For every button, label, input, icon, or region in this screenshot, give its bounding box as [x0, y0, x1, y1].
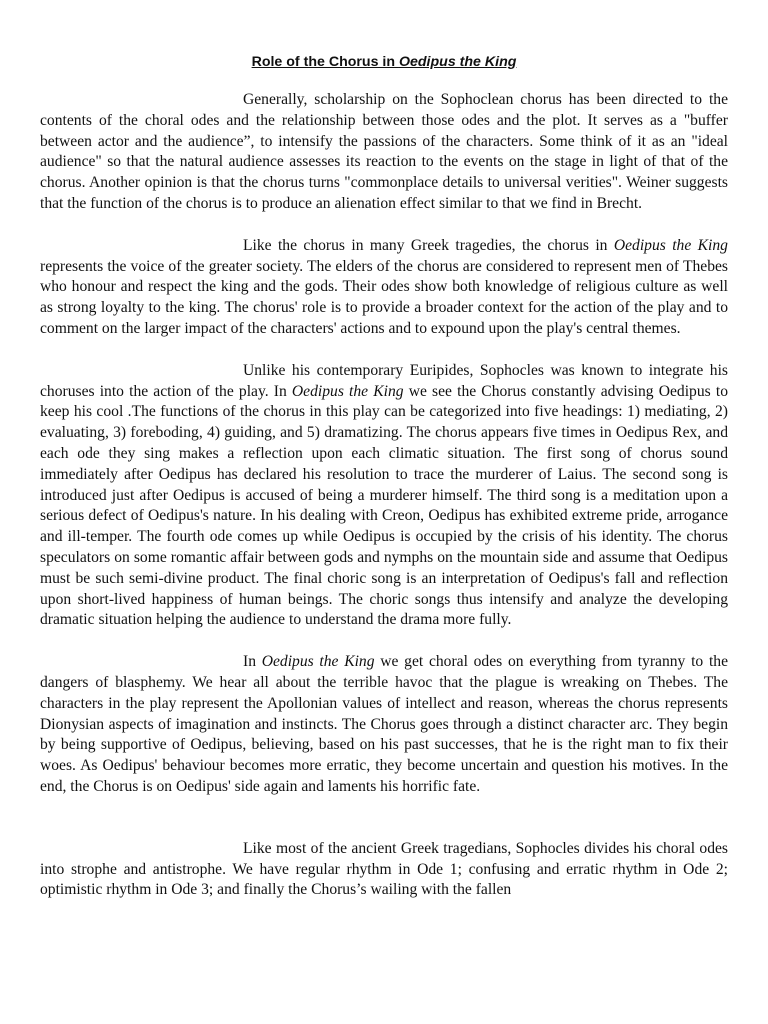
paragraph-5: Like most of the ancient Greek tragedians, Sophocles divides his choral odes into strophe and antistrophe. We have regular rhythm in Ode 1; confusing and erratic rhythm in Ode 2; optimistic rhythm in Ode 3; and finally the Chorus’s wailing with the fallen: [40, 839, 728, 899]
paragraph-3-text-b: we see the Chorus constantly advising Oedipus to keep his cool .The functions of the chorus in this play can be categorized into five headings: 1) mediating, 2) evaluating, 3) foreboding, 4) guiding, and 5) dramatizing. The chorus appears five times in Oedipus Rex, and each ode they sing makes a reflection upon each climatic situation. The first song of chorus sound immediately after Oedipus has declared his resolution to trace the murderer of Laius. The second song is introduced just after Oedipus is accused of being a murderer himself. The third song is a meditation upon a serious defect of Oedipus's nature. In his dealing with Creon, Oedipus has exhibited extreme pride, arrogance and ill-temper. The fourth ode comes up while Oedipus is occupied by the crisis of his identity. The chorus speculators on some romantic affair between gods and nymphs on the mountain side and assume that Oedipus must be such semi-divine product. The final choric song is an interpretation of Oedipus's fall and reflection upon short-lived happiness of human beings. The choric songs thus intensify and analyze the developing dramatic situation helping the audience to understand the drama more fully.: [40, 382, 728, 629]
paragraph-2-text-a: Like the chorus in many Greek tragedies, the chorus in: [243, 236, 614, 254]
paragraph-4-text-b: we get choral odes on everything from tyranny to the dangers of blasphemy. We hear all about the terrible havoc that the plague is wreaking on Thebes. The characters in the play represent the Apollonian values of intellect and reason, whereas the chorus represents Dionysian aspects of imagination and instincts. The Chorus goes through a distinct character arc. They begin by being supportive of Oedipus, believing, based on his past successes, that he is the right man to fix their woes. As Oedipus' behaviour becomes more erratic, they become uncertain and question his motives. In the end, the Chorus is on Oedipus' side again and laments his horrific fate.: [40, 653, 728, 795]
paragraph-4: [40, 652, 728, 798]
paragraph-3-text-a: Unlike his contemporary Euripides, Sophocles was known to integrate his choruses into the action of the play. In: [40, 361, 728, 400]
title-prefix: Role of the Chorus in: [251, 54, 399, 70]
paragraph-4-work: Oedipus the King: [261, 653, 375, 671]
document-page: [40, 52, 728, 901]
paragraph-1: Generally, scholarship on the Sophoclean chorus has been directed to the contents of the choral odes and the relationship between those odes and the plot. It serves as a "buffer between actor and the audience”, to intensify the passions of the characters. Some think of it as an "ideal audience" so that the natural audience assesses its reaction to the events on the stage in light of that of the chorus. Another opinion is that the chorus turns "commonplace details to universal verities". Weiner suggests that the function of the chorus is to produce an alienation effect similar to that we find in Brecht.: [40, 91, 728, 212]
title-work: Oedipus the King: [398, 54, 517, 70]
paragraph-2-text-b: represents the voice of the greater society. The elders of the chorus are considered to represent men of Thebes who honour and respect the king and the gods. Their odes show both knowledge of religious culture as well as strong loyalty to the king. The chorus' role is to provide a broader context for the action of the play and to comment on the larger impact of the characters' actions and to expound upon the play's central themes.: [40, 257, 728, 337]
paragraph-4-text-a: In: [243, 653, 262, 671]
paragraph-3: [40, 361, 728, 631]
paragraph-2-work: Oedipus the King: [613, 236, 728, 254]
paragraph-3-work: Oedipus the King: [291, 382, 404, 400]
document-title: [40, 52, 728, 72]
paragraph-2: [40, 236, 728, 340]
